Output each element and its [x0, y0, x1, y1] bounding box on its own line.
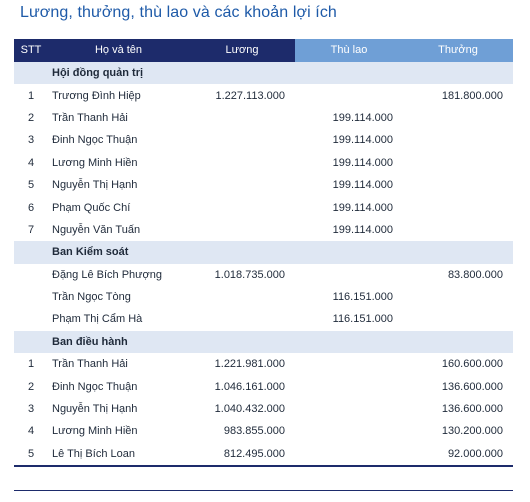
- cell-name: Lương Minh Hiền: [52, 156, 138, 169]
- table-row: [14, 443, 513, 466]
- cell-thuong: 136.600.000: [441, 403, 503, 416]
- table-row: [14, 174, 513, 196]
- cell-stt: 2: [27, 111, 35, 124]
- cell-name: Phạm Thị Cẩm Hà: [52, 313, 143, 326]
- cell-luong: 1.018.735.000: [214, 268, 285, 281]
- cell-thuong: 92.000.000: [403, 443, 513, 466]
- section-label: Ban Kiểm soát: [48, 241, 513, 263]
- cell-name: Đặng Lê Bích Phượng: [52, 268, 162, 281]
- section-stt: [14, 241, 48, 263]
- cell-name: Trần Ngọc Tòng: [52, 291, 131, 304]
- section-stt: [14, 331, 48, 353]
- cell-stt: 4: [27, 425, 35, 438]
- cell-thu-lao: [295, 420, 403, 442]
- cell-thu-lao: [295, 443, 403, 466]
- cell-stt: 5: [14, 443, 48, 466]
- cell-luong: 1.046.161.000: [214, 380, 285, 393]
- table-row: [14, 84, 513, 106]
- cell-thu-lao: 199.114.000: [332, 201, 393, 214]
- table-header-row: [14, 39, 513, 62]
- section-label: Hội đồng quản trị: [48, 62, 513, 84]
- cell-thu-lao: 116.151.000: [332, 291, 393, 304]
- cell-name: Lê Thị Bích Loan: [48, 443, 189, 466]
- cell-thu-lao: [295, 84, 403, 106]
- cell-stt: [14, 286, 48, 308]
- cell-thu-lao: [295, 398, 403, 420]
- cell-name: Lương Minh Hiền: [52, 425, 138, 438]
- cell-luong: 1.040.432.000: [214, 403, 285, 416]
- cell-stt: 2: [27, 380, 35, 393]
- cell-thuong: [403, 286, 513, 308]
- cell-stt: [14, 308, 48, 330]
- cell-luong: 1.227.113.000: [215, 89, 285, 102]
- cell-thuong: [403, 152, 513, 174]
- table-row: [14, 398, 513, 420]
- cell-stt: 3: [27, 134, 35, 147]
- cell-thu-lao: 116.151.000: [332, 313, 393, 326]
- table-row: [14, 375, 513, 397]
- table-row: [14, 308, 513, 330]
- cell-thu-lao: 199.114.000: [332, 134, 393, 147]
- cell-name: Trần Thanh Hải: [52, 111, 128, 124]
- cell-luong: [189, 107, 295, 129]
- section-stt: [14, 62, 48, 84]
- cell-stt: 7: [27, 223, 35, 236]
- header-thuong: Thưởng: [403, 39, 513, 62]
- header-name: Họ và tên: [48, 39, 189, 62]
- section-row: [14, 331, 513, 353]
- cell-name: Trần Thanh Hải: [52, 358, 128, 371]
- cell-name: Trương Đình Hiệp: [52, 89, 141, 102]
- page-title: Lương, thưởng, thù lao và các khoản lợi ích: [20, 4, 337, 21]
- table-row: [14, 152, 513, 174]
- table-row: [14, 107, 513, 129]
- cell-thuong: [403, 174, 513, 196]
- cell-luong: 1.221.981.000: [214, 358, 285, 371]
- cell-stt: 5: [27, 179, 35, 192]
- cell-luong: [189, 129, 295, 151]
- table-row: [14, 420, 513, 442]
- cell-thu-lao: 199.114.000: [332, 223, 393, 236]
- cell-name: Nguyễn Thị Hạnh: [52, 403, 138, 416]
- section-row: [14, 62, 513, 84]
- cell-luong: 812.495.000: [189, 443, 295, 466]
- cell-name: Nguyễn Thị Hạnh: [52, 179, 138, 192]
- table-body: [14, 62, 513, 466]
- cell-stt: 1: [27, 89, 35, 102]
- table-row: [14, 219, 513, 241]
- cell-thuong: [403, 219, 513, 241]
- footer-divider: [14, 490, 513, 491]
- table-row: [14, 129, 513, 151]
- cell-luong: [189, 174, 295, 196]
- cell-stt: 1: [27, 358, 35, 371]
- cell-thuong: [403, 196, 513, 218]
- cell-name: Đinh Ngọc Thuận: [52, 134, 138, 147]
- section-row: [14, 241, 513, 263]
- cell-thuong: 181.800.000: [441, 89, 503, 102]
- cell-luong: [189, 308, 295, 330]
- cell-luong: 983.855.000: [223, 425, 285, 438]
- cell-name: Đinh Ngọc Thuận: [52, 380, 138, 393]
- cell-thuong: [403, 308, 513, 330]
- cell-name: Phạm Quốc Chí: [52, 201, 131, 214]
- cell-thu-lao: 199.114.000: [332, 111, 393, 124]
- cell-thu-lao: [295, 375, 403, 397]
- cell-thu-lao: 199.114.000: [332, 179, 393, 192]
- cell-name: Nguyễn Văn Tuấn: [52, 223, 141, 236]
- cell-stt: 3: [27, 403, 35, 416]
- table-row: [14, 264, 513, 286]
- cell-thu-lao: [295, 264, 403, 286]
- cell-thu-lao: [295, 353, 403, 375]
- header-thu-lao: Thù lao: [295, 39, 403, 62]
- table-row: [14, 196, 513, 218]
- table-row: [14, 353, 513, 375]
- cell-thuong: 136.600.000: [441, 380, 503, 393]
- cell-thuong: [403, 107, 513, 129]
- cell-stt: 6: [27, 201, 35, 214]
- table-row: [14, 286, 513, 308]
- cell-thuong: 83.800.000: [447, 268, 503, 281]
- cell-luong: [189, 196, 295, 218]
- compensation-table: [14, 39, 513, 467]
- header-luong: Lương: [189, 39, 295, 62]
- section-label: Ban điều hành: [48, 331, 513, 353]
- cell-thuong: 160.600.000: [441, 358, 503, 371]
- cell-thuong: 130.200.000: [441, 425, 503, 438]
- cell-thu-lao: 199.114.000: [332, 156, 393, 169]
- cell-luong: [189, 219, 295, 241]
- cell-luong: [189, 286, 295, 308]
- cell-stt: [14, 264, 48, 286]
- header-stt: STT: [14, 39, 48, 62]
- cell-luong: [189, 152, 295, 174]
- cell-stt: 4: [27, 156, 35, 169]
- cell-thuong: [403, 129, 513, 151]
